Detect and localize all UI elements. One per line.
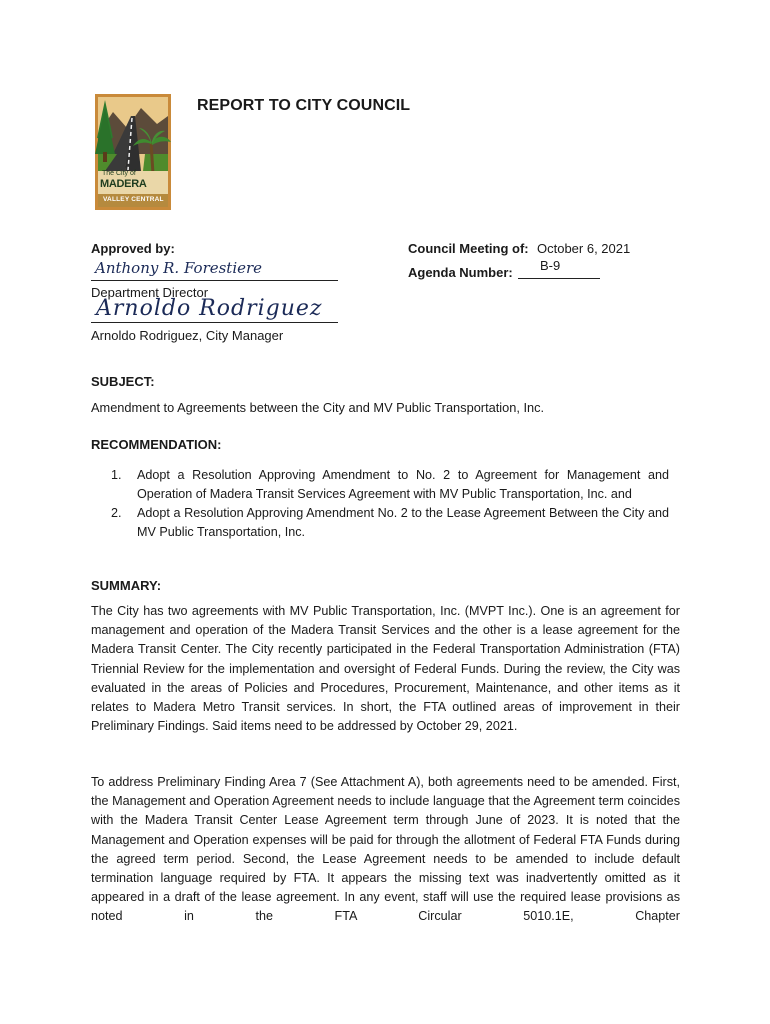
recommendation-item-number: 1. <box>111 468 122 482</box>
logo-line3: VALLEY CENTRAL <box>103 196 164 203</box>
recommendation-item-text: Adopt a Resolution Approving Amendment to No. 2 to Agreement for Management and Operation of Madera Transit Services Agreement with MV Public Transportation, Inc. and <box>137 468 669 501</box>
director-title: Department Director <box>91 285 209 300</box>
summary-paragraph-1: The City has two agreements with MV Public Transportation, Inc. (MVPT Inc.). One is an agreement for management and operation of the Madera Transit Services and the other is a lease agreement for the Madera Transit Center. The City recently participated in the Federal Transportation Administration (FTA) Triennial Review for the implementation and oversight of Federal Funds. During the review, the City was evaluated in the areas of Policies and Procedures, Procurement, Maintenance, and other items as it relates to Madera Metro Transit services. In short, the FTA outlined areas of improvement in their Preliminary Findings. Said items need to be addressed by October 29, 2021. <box>91 604 680 734</box>
page-title: REPORT TO CITY COUNCIL <box>197 97 411 114</box>
recommendation-item <box>111 504 669 542</box>
city-of-madera-logo <box>95 94 171 210</box>
agenda-number-label: Agenda Number: <box>408 265 513 280</box>
summary-heading: SUMMARY: <box>91 578 162 593</box>
subject-text: Amendment to Agreements between the City and MV Public Transportation, Inc. <box>91 400 545 415</box>
manager-signature-line <box>91 322 338 323</box>
manager-signature: Arnoldo Rodriguez <box>96 296 323 321</box>
director-signature-line <box>91 280 338 281</box>
logo-line1: The City of <box>102 170 136 177</box>
recommendation-item <box>111 466 669 504</box>
logo-line2: MADERA <box>100 178 147 190</box>
logo-graphic <box>95 94 171 210</box>
recommendation-item-number: 2. <box>111 506 122 520</box>
agenda-number-line <box>518 278 600 279</box>
recommendation-list <box>111 466 669 542</box>
recommendation-heading: RECOMMENDATION: <box>91 437 222 452</box>
council-meeting-label: Council Meeting of: <box>408 241 529 256</box>
recommendation-item-text: Adopt a Resolution Approving Amendment No. 2 to the Lease Agreement Between the City and MV Public Transportation, Inc. <box>137 506 669 539</box>
subject-heading: SUBJECT: <box>91 374 155 389</box>
summary-paragraph-2: To address Preliminary Finding Area 7 (See Attachment A), both agreements need to be amended. First, the Management and Operation Agreement needs to include language that the Agreement term coincides with the Madera Transit Center Lease Agreement term through June of 2023. It is noted that the Management and Operation expenses will be paid for through the allotment of Federal FTA Funds during the agreed term period. Second, the Lease Agreement needs to be amended to include default termination language required by FTA. It appears the missing text was inadvertently omitted as it appeared in a draft of the lease agreement. In any event, staff will use the required lease provisions as noted in the FTA Circular 5010.1E, Chapter <box>91 775 680 924</box>
manager-name-title: Arnoldo Rodriguez, City Manager <box>91 328 284 343</box>
agenda-number: B-9 <box>540 258 561 273</box>
approved-by-label: Approved by: <box>91 241 175 256</box>
director-signature: Anthony R. Forestiere <box>95 259 263 277</box>
council-meeting-date: October 6, 2021 <box>537 241 631 256</box>
